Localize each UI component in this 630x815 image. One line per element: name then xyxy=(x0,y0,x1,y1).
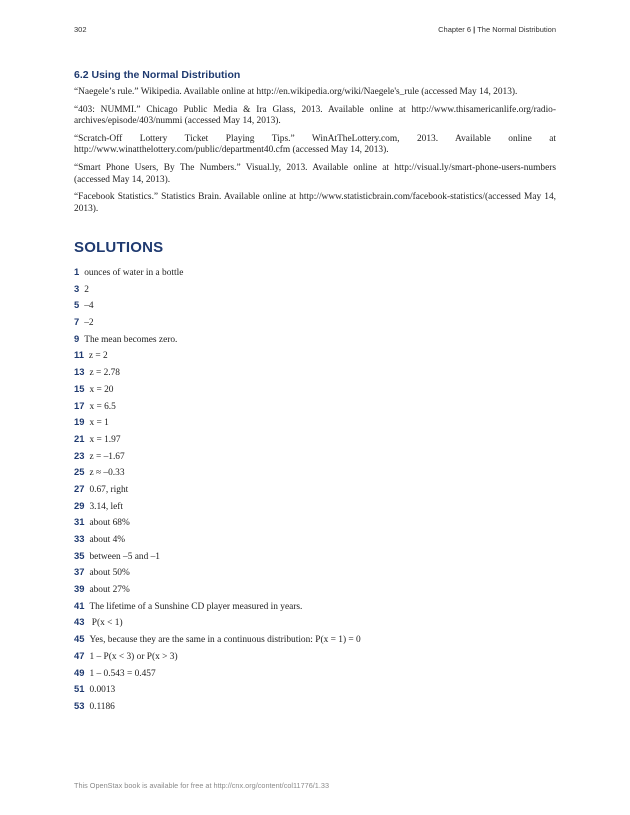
solution-number: 33 xyxy=(74,533,85,544)
solution-number: 17 xyxy=(74,399,85,411)
solution-item xyxy=(74,315,556,332)
solution-answer: 1 – 0.543 = 0.457 xyxy=(89,668,156,679)
solution-number: 39 xyxy=(74,583,85,595)
solution-number: 21 xyxy=(74,432,85,444)
solution-item xyxy=(74,399,556,416)
solution-number: 31 xyxy=(74,516,85,528)
solution-answer: 3.14, left xyxy=(89,501,124,512)
solution-answer: x = 6.5 xyxy=(89,401,116,412)
solution-item xyxy=(74,449,556,466)
solution-number: 7 xyxy=(74,316,80,328)
solution-item xyxy=(74,298,556,315)
solution-answer: z = –1.67 xyxy=(89,451,125,462)
solution-item xyxy=(74,348,556,365)
solution-item xyxy=(74,666,556,683)
solution-item xyxy=(74,415,556,432)
solution-answer: about 4% xyxy=(89,535,126,545)
solution-number: 1 xyxy=(74,266,80,277)
reference-list xyxy=(74,87,556,221)
solution-number: 25 xyxy=(74,466,85,478)
solution-item xyxy=(74,599,556,616)
solution-answer: Yes, because they are the same in a continuous distribution: P(x = 1) = 0 xyxy=(89,635,361,646)
solution-item xyxy=(74,565,556,582)
solution-answer: x = 20 xyxy=(89,384,114,395)
solution-item xyxy=(74,682,556,699)
solution-number: 13 xyxy=(74,366,85,378)
solution-number: 23 xyxy=(74,449,85,461)
reference-item: “Facebook Statistics.” Statistics Brain. Available online at http://www.statisticbrain.com/facebook-statistics/(accessed May 14, 2013). xyxy=(74,192,556,214)
solution-answer: 0.67, right xyxy=(89,484,129,495)
solution-number: 35 xyxy=(74,549,85,561)
solution-number: 49 xyxy=(74,666,85,678)
solution-item xyxy=(74,532,556,549)
solution-answer: The mean becomes zero. xyxy=(84,334,178,345)
solution-number: 51 xyxy=(74,683,85,695)
solution-answer: 2 xyxy=(84,284,89,295)
solution-answer: z ≈ –0.33 xyxy=(89,468,125,479)
reference-item: “Naegele’s rule.” Wikipedia. Available online at http://en.wikipedia.org/wiki/Naegele's_rule (accessed May 14, 2013). xyxy=(74,87,518,97)
solution-answer: about 50% xyxy=(89,568,130,579)
solution-number: 43 xyxy=(74,616,85,628)
solution-answer: z = 2 xyxy=(88,351,108,362)
page-number: 302 xyxy=(74,25,87,34)
solution-item xyxy=(74,699,556,716)
solutions-list xyxy=(74,265,556,716)
solution-answer: –4 xyxy=(84,301,94,312)
chapter-header xyxy=(438,25,556,34)
solution-number: 41 xyxy=(74,599,85,611)
solution-answer: 1 – P(x < 3) or P(x > 3) xyxy=(89,651,178,662)
solution-item xyxy=(74,365,556,382)
chapter-label: Chapter 6 xyxy=(438,25,472,34)
page-footer: This OpenStax book is available for free at http://cnx.org/content/col11776/1.33 xyxy=(74,781,330,790)
solution-item xyxy=(74,582,556,599)
reference-item: “Scratch-Off Lottery Ticket Playing Tips.” WinAtTheLottery.com, 2013. Available online at http://www.winatthelottery.com/public/department40.cfm (accessed May 14, 2013). xyxy=(74,133,556,156)
solution-answer: z = 2.78 xyxy=(89,368,120,379)
solution-item xyxy=(74,465,556,482)
solution-item xyxy=(74,515,556,532)
solution-number: 45 xyxy=(74,633,85,645)
solution-answer: P(x < 1) xyxy=(89,618,123,629)
solution-item xyxy=(74,499,556,516)
reference-item: “403: NUMMI.” Chicago Public Media & Ira Glass, 2013. Available online at http://www.thisamericanlife.org/radio-archives/episode/403/nummi (accessed May 14, 2013). xyxy=(74,104,556,127)
solution-answer: 0.0013 xyxy=(89,685,116,696)
solution-number: 47 xyxy=(74,649,85,661)
solution-number: 53 xyxy=(74,699,85,711)
solution-answer: about 27% xyxy=(89,585,130,596)
solution-answer: –2 xyxy=(84,318,94,329)
chapter-title: The Normal Distribution xyxy=(477,25,556,34)
solution-item xyxy=(74,382,556,399)
solution-number: 37 xyxy=(74,566,85,578)
solution-answer: about 68% xyxy=(89,518,130,529)
header-separator: | xyxy=(473,25,476,34)
solution-item xyxy=(74,549,556,566)
solution-item xyxy=(74,482,556,499)
solution-answer: between –5 and –1 xyxy=(89,551,160,562)
solution-item xyxy=(74,615,556,632)
solutions-heading: SOLUTIONS xyxy=(74,239,164,256)
solution-number: 5 xyxy=(74,299,80,311)
solution-item xyxy=(74,649,556,666)
solution-answer: 0.1186 xyxy=(89,701,115,712)
solution-number: 11 xyxy=(74,349,84,361)
solution-answer: x = 1.97 xyxy=(89,434,121,445)
solution-answer: The lifetime of a Sunshine CD player measured in years. xyxy=(89,601,303,612)
solution-item xyxy=(74,632,556,649)
solution-item xyxy=(74,265,556,282)
solution-number: 19 xyxy=(74,416,85,428)
solution-number: 29 xyxy=(74,499,85,511)
solution-number: 9 xyxy=(74,332,80,344)
solution-answer: x = 1 xyxy=(89,418,109,429)
solution-item xyxy=(74,432,556,449)
reference-item: “Smart Phone Users, By The Numbers.” Visual.ly, 2013. Available online at http://visual.ly/smart-phone-users-numbers (accessed May 14, 2013). xyxy=(74,162,556,185)
solution-number: 27 xyxy=(74,482,85,494)
solution-answer: ounces of water in a bottle xyxy=(84,268,184,278)
solution-item xyxy=(74,332,556,349)
solution-item xyxy=(74,282,556,299)
section-heading: 6.2 Using the Normal Distribution xyxy=(74,69,241,81)
solution-number: 3 xyxy=(74,282,80,294)
solution-number: 15 xyxy=(74,382,85,394)
